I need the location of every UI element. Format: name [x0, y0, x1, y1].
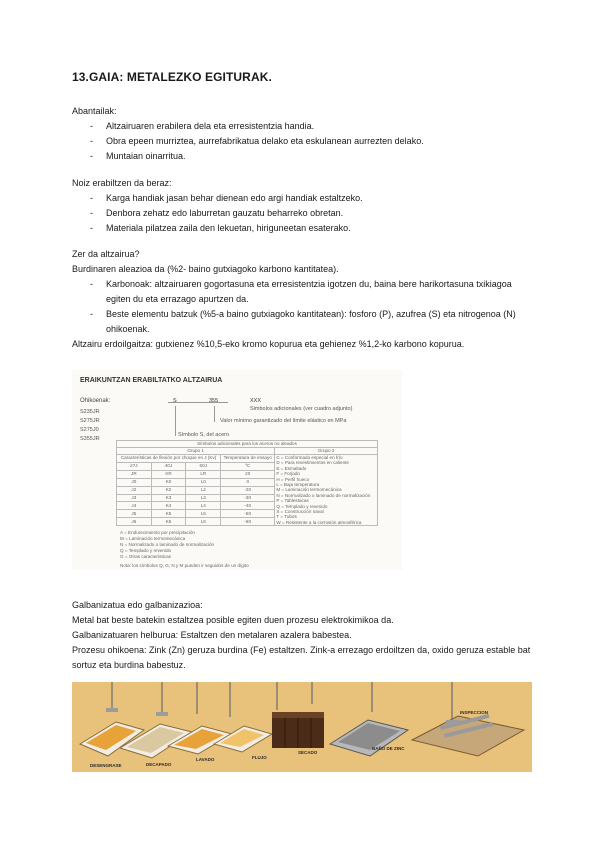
- grade-item: S275J0: [80, 427, 99, 433]
- cell: L5: [186, 510, 221, 518]
- steel-question: Zer da altzairua?: [72, 249, 140, 259]
- grade-item: S355JR: [80, 436, 100, 442]
- step-label: DECAPADO: [146, 762, 172, 767]
- char-item: M = Laminación termomecánica: [276, 487, 342, 493]
- grade-item: S235JR: [80, 409, 100, 415]
- table-row: [117, 455, 378, 463]
- char-item: E = Esmaltado: [276, 465, 307, 471]
- cell: 40J: [151, 462, 186, 470]
- char-item: F = Forjado: [276, 471, 300, 477]
- list-item: - Altzairuaren erabilera dela eta erresistentzia handia.: [72, 119, 532, 134]
- cell: 60J: [186, 462, 221, 470]
- usage-section: [72, 176, 532, 236]
- list-item: - Karbonoak: altzairuaren gogortasuna eta erresistentzia igotzen du, baina bere harikortasuna txikiagoa egiten du eta errazago apurtzen da.: [72, 277, 532, 307]
- step-label: BAÑO DE ZINC: [372, 746, 405, 751]
- cell: L6: [186, 518, 221, 526]
- cell: LR: [186, 470, 221, 478]
- galvanizing-line: Galbanizatuaren helburua: Estaltzen den metalaren azalera babestea.: [72, 630, 352, 640]
- note-item: A = Endurecimiento por precipitación: [120, 530, 195, 535]
- galvanizing-heading: Galbanizatua edo galbanizazioa:: [72, 600, 203, 610]
- footnote: Nota: los símbolos Q, G, N y M pueden ir seguidos de un dígito: [120, 563, 249, 568]
- note-item: Q = Templado y revenido: [120, 548, 172, 553]
- cell: 0: [221, 478, 275, 486]
- cell: J6: [117, 518, 152, 526]
- char-item: S = Construcción naval: [276, 509, 324, 515]
- cell: L2: [186, 486, 221, 494]
- table-notes: [120, 530, 249, 569]
- usage-heading: Noiz erabiltzen da beraz:: [72, 178, 172, 188]
- grade-list: [80, 408, 100, 444]
- galvanizing-line: Metal bat beste batekin estaltzea posible egiten duen prozesu elektrokimikoa da.: [72, 615, 394, 625]
- cell: L0: [186, 478, 221, 486]
- connector-line: [168, 402, 228, 403]
- list-item: - Karga handiak jasan behar dienean edo argi handiak estaltzeko.: [72, 191, 532, 206]
- note-item: M = Laminación termomecánica: [120, 536, 186, 541]
- step-label: FLUJO: [252, 755, 267, 760]
- char-item: C = Conformado especial en frío: [276, 455, 343, 460]
- steel-designation-figure: [72, 370, 402, 570]
- galvanizing-line: Prozesu ohikoena: Zink (Zn) geruza burdina (Fe) estaltzen. Zink-a errezago erdoiltzen da, oxido geruza estable bat sortuz eta burdina babestuz.: [72, 645, 531, 670]
- figure-title: ERAIKUNTZAN ERABILTATKO ALTZAIRUA: [80, 377, 223, 384]
- advantages-heading: Abantailak:: [72, 106, 117, 116]
- advantages-list: [72, 119, 532, 164]
- cell: -40: [221, 502, 275, 510]
- cell: J5: [117, 510, 152, 518]
- table-row: [117, 448, 378, 455]
- cell: L3: [186, 494, 221, 502]
- table-sub: Grupo 2: [275, 448, 378, 455]
- note-symbols: Simbolos adicionales (ver cuadro adjunto): [250, 406, 353, 412]
- characteristics-cell: [275, 455, 378, 526]
- table-col: Temperatura de ensayo: [221, 455, 275, 463]
- cell: K4: [151, 502, 186, 510]
- cell: J4: [117, 502, 152, 510]
- step-label: SECADO: [298, 750, 318, 755]
- cell: 27J: [117, 462, 152, 470]
- connector-line: [175, 406, 176, 436]
- char-item: Q = Templado y revenido: [276, 503, 328, 509]
- char-item: P = Tablestacas: [276, 498, 309, 504]
- table-header: Símbolos adicionales para los aceros no aleados: [117, 441, 378, 448]
- steel-section: [72, 247, 532, 352]
- list-item: - Materiala pilatzea zaila den lekuetan, hiriguneetan esaterako.: [72, 221, 532, 236]
- table-sub: Grupo 1: [117, 448, 275, 455]
- cell: -50: [221, 510, 275, 518]
- cell: K2: [151, 486, 186, 494]
- galvanizing-process-figure: [72, 682, 532, 772]
- cell: KR: [151, 470, 186, 478]
- step-label: LAVADO: [196, 757, 215, 762]
- advantages-section: [72, 104, 532, 164]
- common-label: Ohikoenak:: [80, 398, 111, 404]
- cell: K6: [151, 518, 186, 526]
- symbol-xxx: XXX: [250, 398, 262, 404]
- note-item: N = Normalizado o laminado de normalización: [120, 542, 215, 547]
- cell: -60: [221, 518, 275, 526]
- cell: J2: [117, 486, 152, 494]
- cell: ºC: [221, 462, 275, 470]
- step-label: DESENGRASE: [90, 763, 122, 768]
- char-item: H = Perfil hueco: [276, 476, 310, 482]
- additional-symbols-table: [116, 440, 378, 526]
- galvanizing-process-illustration: [72, 682, 532, 772]
- cell: L4: [186, 502, 221, 510]
- table-row: [117, 441, 378, 448]
- list-item: - Denbora zehatz edo laburretan gauzatu beharreko obretan.: [72, 206, 532, 221]
- char-item: D = Para revestimientos en caliente: [276, 460, 349, 466]
- cell: J3: [117, 494, 152, 502]
- list-item: - Muntaian oinarritua.: [72, 149, 532, 164]
- list-item: - Obra epeen murriztea, aurrefabrikatua delako eta eskulanean aurrezten delako.: [72, 134, 532, 149]
- cell: K3: [151, 494, 186, 502]
- table-col: Características de flexión por choque en J (Kv): [117, 455, 221, 463]
- grade-item: S275JR: [80, 418, 100, 424]
- stainless-definition: Altzairu erdoilgaitza: gutxienez %10,5-eko kromo kopurua eta gehienez %1,2-ko karbono kopurua.: [72, 339, 465, 349]
- cell: -30: [221, 494, 275, 502]
- char-item: L = Baja temperatura: [276, 482, 320, 488]
- char-item: N = Normalizado o laminado de normalización: [276, 492, 371, 498]
- usage-list: [72, 191, 532, 236]
- symbol-number: 355: [209, 398, 219, 404]
- steel-definition: Burdinaren aleazioa da (%2- baino gutxiagoko karbono kantitatea).: [72, 264, 339, 274]
- cell: 20: [221, 470, 275, 478]
- cell: -20: [221, 486, 275, 494]
- cell: J0: [117, 478, 152, 486]
- page-title: 13.GAIA: METALEZKO EGITURAK.: [72, 70, 272, 84]
- char-item: W = Resistente a la corrosión atmosférica: [276, 519, 362, 525]
- note-item: G = Otras características: [120, 554, 171, 559]
- connector-line: [214, 406, 215, 422]
- steel-list: [72, 277, 532, 337]
- cell: JR: [117, 470, 152, 478]
- step-label: INSPECCION: [460, 710, 489, 715]
- symbol-s: S: [173, 398, 177, 404]
- cell: K0: [151, 478, 186, 486]
- galvanizing-section: [72, 598, 532, 673]
- char-item: T = Tubos: [276, 514, 297, 520]
- note-symbol: Símbolo S, del acero: [178, 432, 230, 438]
- list-item: - Beste elementu batzuk (%5-a baino gutxiagoko kantitatean): fosforo (P), azufrea (S) eta nitrogenoa (N) ohikoenak.: [72, 307, 532, 337]
- note-min-value: Valor mínimo garantizado del límite elástico en MPa: [220, 418, 347, 424]
- cell: K5: [151, 510, 186, 518]
